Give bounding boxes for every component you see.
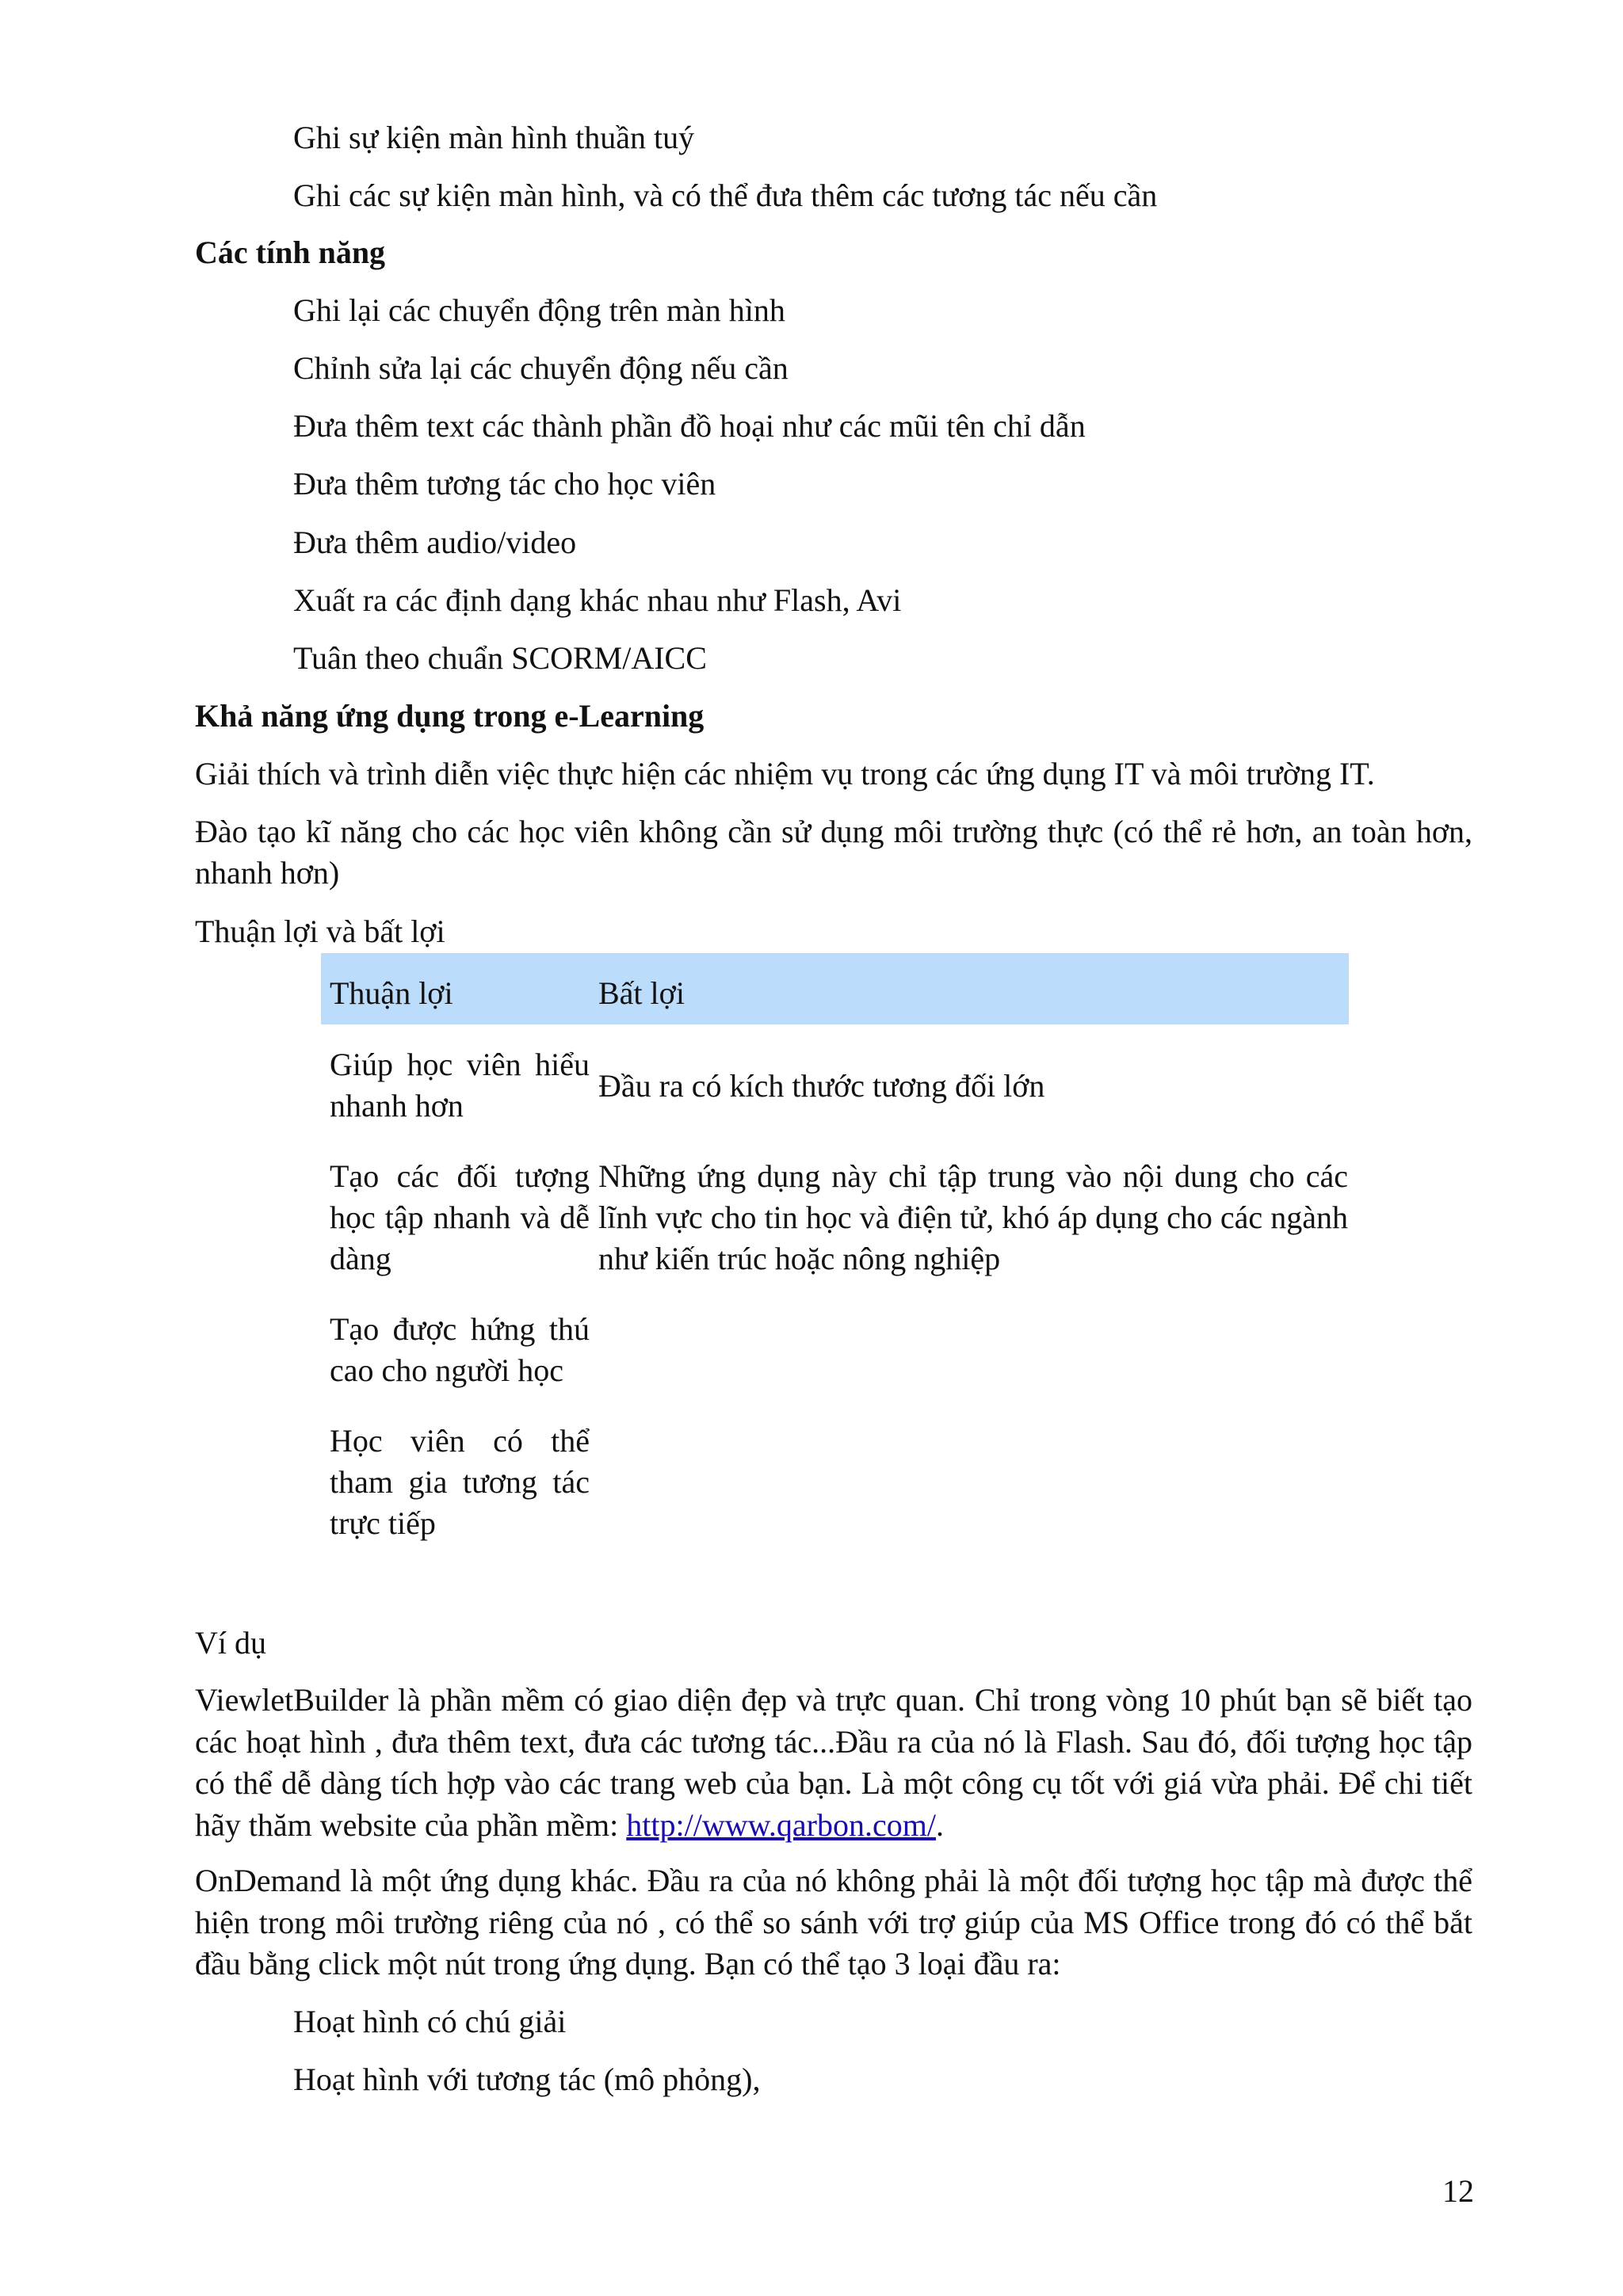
- applicability-paragraph: Đào tạo kĩ năng cho các học viên không cần sử dụng môi trường thực (có thể rẻ hơn, an toàn hơn, nhanh hơn): [195, 814, 1472, 891]
- applicability-paragraph: Giải thích và trình diễn việc thực hiện các nhiệm vụ trong các ứng dụng IT và môi trường IT.: [195, 756, 1375, 791]
- ondemand-paragraph: OnDemand là một ứng dụng khác. Đầu ra của nó không phải là một đối tượng học tập mà được thể hiện trong môi trường riêng của nó , có thể so sánh với trợ giúp của MS Office trong đó có thể bắt đầu bằng click một nút trong ứng dụng. Bạn có thể tạo 3 loại đầu ra:: [195, 1863, 1472, 1981]
- table-cell: Đầu ra có kích thước tương đối lớn: [598, 1068, 1045, 1104]
- table-cell: Tạo các đối tượng học tập nhanh và dễ dàng: [330, 1158, 590, 1276]
- output-item: Hoạt hình với tương tác (mô phỏng),: [293, 2061, 761, 2097]
- table-caption: Thuận lợi và bất lợi: [195, 913, 445, 949]
- table-cell: Tạo được hứng thú cao cho người học: [330, 1311, 590, 1388]
- feature-item: Chỉnh sửa lại các chuyển động nếu cần: [293, 350, 789, 386]
- feature-item: Đưa thêm tương tác cho học viên: [293, 466, 716, 502]
- intro-item: Ghi các sự kiện màn hình, và có thể đưa thêm các tương tác nếu cần: [293, 177, 1158, 213]
- qarbon-link[interactable]: http://www.qarbon.com/: [626, 1806, 936, 1843]
- feature-item: Đưa thêm audio/video: [293, 524, 577, 560]
- applicability-heading: Khả năng ứng dụng trong e-Learning: [195, 698, 705, 734]
- feature-item: Ghi lại các chuyển động trên màn hình: [293, 292, 785, 328]
- viewlet-paragraph: [195, 1680, 1472, 1846]
- page-number: 12: [1442, 2173, 1474, 2209]
- table-cell: Những ứng dụng này chỉ tập trung vào nội dung cho các lĩnh vực cho tin học và điện tử, khó áp dụng cho các ngành như kiến trúc hoặc nông nghiệp: [598, 1158, 1348, 1276]
- example-label: Ví dụ: [195, 1625, 266, 1661]
- table-cell: Giúp học viên hiểu nhanh hơn: [330, 1047, 590, 1123]
- viewlet-suffix: .: [935, 1806, 944, 1843]
- viewlet-text: ViewletBuilder là phần mềm có giao diện đẹp và trực quan. Chỉ trong vòng 10 phút bạn sẽ biết tạo các hoạt hình , đưa thêm text, đưa các tương tác...Đầu ra của nó là Flash. Sau đó, đối tượng học tập có thể dễ dàng tích hợp vào các trang web của bạn. Là một công cụ tốt với giá vừa phải. Để chi tiết hãy thăm website của phần mềm:: [195, 1682, 1472, 1843]
- table-cell: Học viên có thể tham gia tương tác trực tiếp: [330, 1423, 590, 1541]
- table-header-row: [321, 953, 1349, 1024]
- features-heading: Các tính năng: [195, 235, 386, 270]
- table-header-cell: Thuận lợi: [330, 975, 453, 1011]
- table-header-cell: Bất lợi: [598, 975, 685, 1011]
- feature-item: Đưa thêm text các thành phần đồ hoại như các mũi tên chỉ dẫn: [293, 408, 1086, 444]
- feature-item: Tuân theo chuẩn SCORM/AICC: [293, 640, 707, 676]
- intro-item: Ghi sự kiện màn hình thuần tuý: [293, 120, 695, 155]
- output-item: Hoạt hình có chú giải: [293, 2004, 567, 2039]
- feature-item: Xuất ra các định dạng khác nhau như Flash, Avi: [293, 582, 902, 618]
